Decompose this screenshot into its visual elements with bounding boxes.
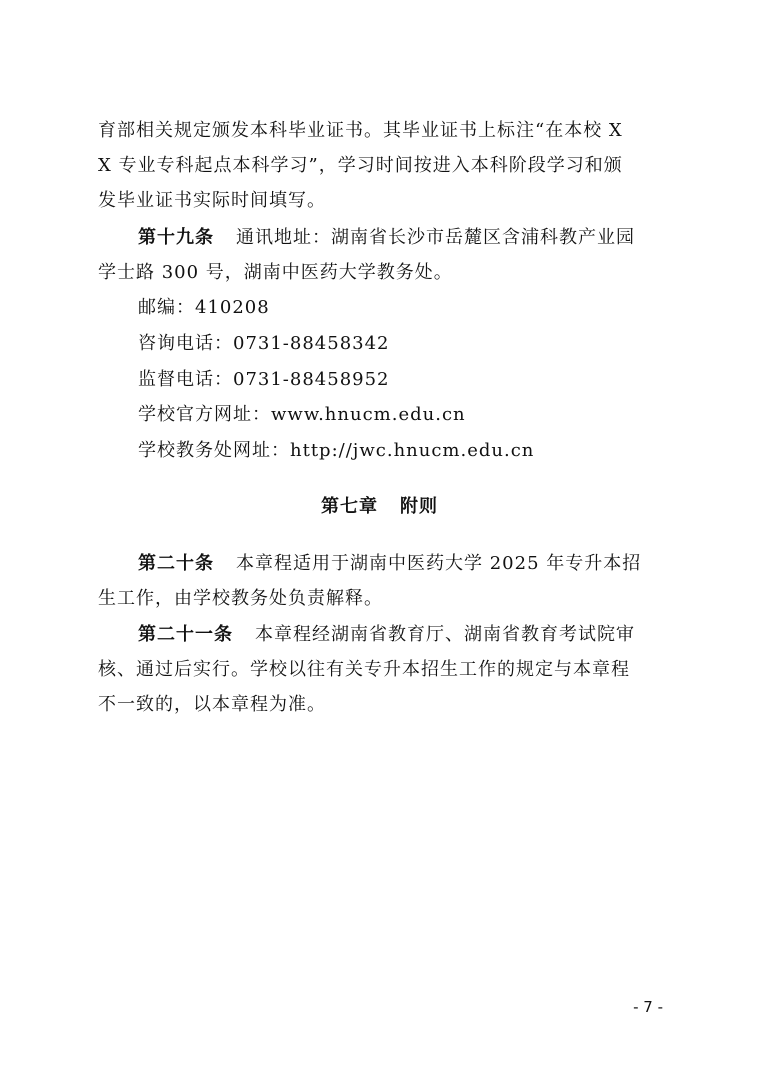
article-21-text: 本章程经湖南省教育厅、湖南省教育考试院审 — [255, 624, 635, 645]
chapter-heading — [0, 496, 759, 518]
article-19-line: 学士路 300 号，湖南中医药大学教务处。 — [98, 262, 453, 283]
consult-phone: 咨询电话：0731-88458342 — [138, 333, 390, 354]
article-20-text: 本章程适用于湖南中医药大学 2025 年专升本招 — [236, 553, 642, 574]
article-19-title: 第十九条 — [138, 227, 214, 248]
page-number: - 7 - — [633, 998, 663, 1016]
chapter-name: 附则 — [400, 496, 438, 517]
supervise-phone: 监督电话：0731-88458952 — [138, 369, 390, 390]
article-21-title: 第二十一条 — [138, 624, 233, 645]
paragraph-line: 育部相关规定颁发本科毕业证书。其毕业证书上标注“在本校 X — [98, 120, 623, 141]
paragraph-line: X 专业专科起点本科学习”，学习时间按进入本科阶段学习和颁 — [98, 155, 623, 176]
chapter-number: 第七章 — [321, 496, 378, 517]
article-19-text: 通讯地址：湖南省长沙市岳麓区含浦科教产业园 — [236, 227, 635, 248]
article-19-first-line — [138, 227, 708, 249]
article-21-first-line — [138, 624, 708, 646]
article-21-line: 不一致的，以本章程为准。 — [98, 694, 326, 715]
office-website: 学校教务处网址：http://jwc.hnucm.edu.cn — [138, 440, 535, 461]
paragraph-line: 发毕业证书实际时间填写。 — [98, 190, 326, 211]
article-20-first-line — [138, 553, 708, 575]
article-21-line: 核、通过后实行。学校以往有关专升本招生工作的规定与本章程 — [98, 659, 630, 680]
article-20-line: 生工作，由学校教务处负责解释。 — [98, 588, 383, 609]
article-20-title: 第二十条 — [138, 553, 214, 574]
postal-code: 邮编：410208 — [138, 297, 270, 318]
school-website: 学校官方网址：www.hnucm.edu.cn — [138, 404, 466, 425]
